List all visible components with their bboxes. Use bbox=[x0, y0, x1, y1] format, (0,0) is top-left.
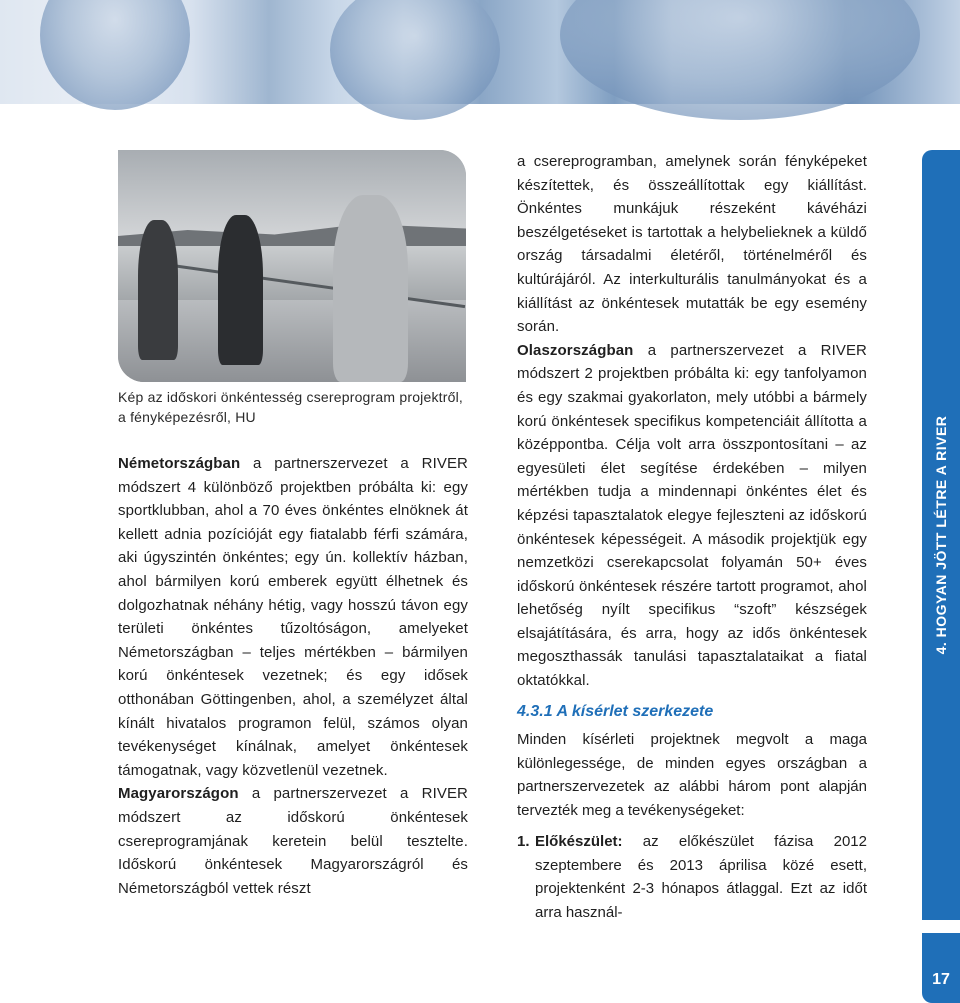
paragraph-text: a partnerszervezet a RIVER módszert 4 különböző projektben próbálta ki: egy sportklubban, ahol a 70 éves önkéntes elnöknek át kellett adnia pozícióját egy fiatalabb férfi számára, aki úgyszintén önkéntes; egy ún. kollektív házban, ahol bármilyen korú emberek együtt élhetnek és dolgozhatnak néhány hétig, vagy hosszú távon egy területi önkéntes tűzoltóságon, amelyeket Németországban – teljes mértékben – bármilyen korú önkéntesek vezetnek; és egy idősek otthonában Göttingenben, ahol, a személyzet által kínált hivatalos programon felül, számos olyan tevékenységet kínálnak, amelyet önkéntesek támogatnak, vagy közvetlenül vezetnek. bbox=[118, 455, 468, 779]
paragraph-italy bbox=[517, 339, 867, 693]
photo-caption: Kép az időskori önkéntesség csereprogram projektről, a fényképezésről, HU bbox=[118, 389, 464, 425]
paragraph-hungary bbox=[118, 782, 468, 900]
banner-face bbox=[40, 0, 190, 110]
section-body bbox=[517, 728, 867, 822]
page-number-tab bbox=[922, 933, 960, 1003]
section-intro: Minden kísérleti projektnek megvolt a maga különlegessége, de minden egyes országban a partnerszervezetek az alábbi három pont alapján tervezték meg a tevékenységeket: bbox=[517, 731, 867, 819]
photo-volunteers bbox=[118, 150, 466, 382]
paragraph-text: a partnerszervezet a RIVER módszert 2 projektben próbálta ki: egy tanfolyamon és egy szakmai gyakorlaton, mely utóbbi a bármely korú önkéntesek specifikus kompetenciáit állította a középpontba. Célja volt arra összpontosítani – az egyesületi élet segítése érdekében – milyen mértékben tudja a mindennapi önkéntes élet és képzési tapasztalatok elegye fejleszteni az időskorú önkéntesek képességeit. A második projektjük egy nemzetközi cserekapcsolat folyamán 50+ éves időskorú önkéntesek részére tartott programot, ahol lehetőség nyílt specifikus “szoft” készségek elsajátítására, és arra, hogy az idős önkéntesek megoszthassák tanulási tapasztalataikat a fiatal oktatókkal. bbox=[517, 341, 867, 690]
left-column bbox=[118, 452, 468, 900]
numbered-list bbox=[517, 830, 867, 924]
chapter-side-tab bbox=[922, 150, 960, 920]
header-banner-faces bbox=[0, 0, 960, 104]
banner-face bbox=[560, 0, 920, 120]
photo-person bbox=[138, 220, 178, 360]
country-heading-italy: Olaszországban bbox=[517, 341, 634, 359]
paragraph-germany bbox=[118, 452, 468, 782]
list-item-text: az előkészület fázisa 2012 szeptembere és 2013 áprilisa közé esett, projektenként 2-3 hónapos átlaggal. Ezt az időt arra használ- bbox=[535, 833, 867, 921]
list-number: 1. bbox=[517, 833, 530, 850]
list-item-title: Előkészület: bbox=[535, 833, 623, 850]
photo-person bbox=[333, 195, 408, 382]
country-heading-hungary: Magyarországon bbox=[118, 785, 239, 803]
section-heading: 4.3.1 A kísérlet szerkezete bbox=[517, 703, 714, 720]
page-number: 17 bbox=[932, 971, 950, 988]
photo-person bbox=[218, 215, 263, 365]
chapter-label: 4. HOGYAN JÖTT LÉTRE A RIVER bbox=[933, 415, 949, 655]
right-column bbox=[517, 150, 867, 693]
banner-face bbox=[330, 0, 500, 120]
paragraph-text: a partnerszervezet a RIVER módszert az időskorú önkéntesek csereprogramjának keretein belül tesztelte. Időskorú önkéntesek Magyarországról és Németországból vettek részt bbox=[118, 785, 468, 897]
country-heading-germany: Németországban bbox=[118, 455, 241, 472]
paragraph-continued: a csereprogramban, amelynek során fényképeket készítettek, és összeállítottak egy kiállítást. Önkéntes munkájuk részeként kávéházi beszélgetéseket is tartottak a helybelieknek a küldő ország társadalmi életéről, történelméről és kultúrájáról. Az interkulturális tanulmányokat és a kiállítást az önkéntesek mutatták be egy esemény során. bbox=[517, 153, 867, 336]
list-item bbox=[535, 830, 867, 924]
